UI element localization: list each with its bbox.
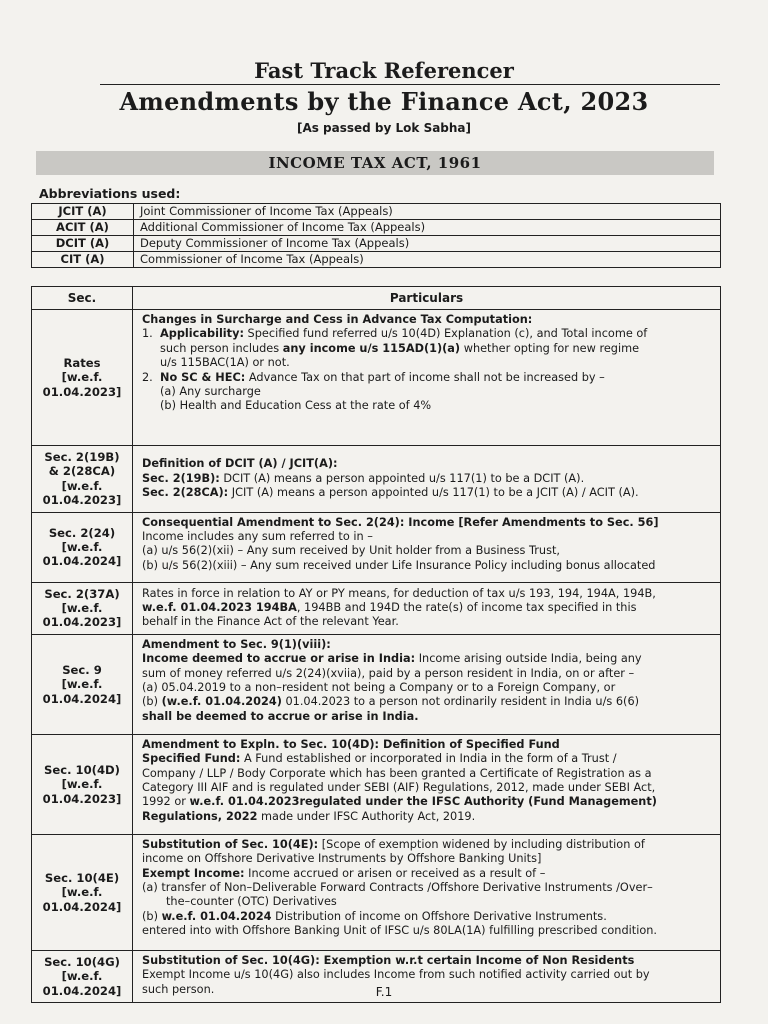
page-number: F.1 <box>375 985 393 999</box>
abbreviations-table <box>31 203 721 268</box>
act-heading: INCOME TAX ACT, 1961 <box>36 151 714 175</box>
closing-text: entered into with Offshore Banking Unit of IFSC u/s 80LA(1A) fulfilling prescribed condition. <box>142 924 657 938</box>
point-text: Advance Tax on that part of income shall not be increased by – <box>245 370 605 384</box>
section-cell <box>32 734 133 834</box>
section-wef: [w.e.f. <box>61 777 103 792</box>
point-number: 1. <box>142 327 153 341</box>
body-text-part: , 194BB and 194D the rate(s) of income tax specified in this <box>296 601 637 615</box>
sub-point-text: u/s 56(2)(xiii) – Any sum received under Life Insurance Policy including bonus allocated <box>161 558 656 572</box>
row-heading: Amendment to Expln. to Sec. 10(4D): Definition of Specified Fund <box>142 737 560 751</box>
sub-point-label: (b) <box>160 399 176 413</box>
particulars-cell <box>133 512 721 582</box>
section-wef: [w.e.f. <box>61 370 103 385</box>
section-date: 01.04.2023] <box>42 615 122 630</box>
sub-point <box>142 544 714 558</box>
section-label: Sec. 10(4E) <box>44 870 120 885</box>
sub-point-label: (a) <box>142 681 158 695</box>
definition-text: DCIT (A) means a person appointed u/s 117(1) to be a DCIT (A). <box>219 471 585 485</box>
section-wef: [w.e.f. <box>61 969 103 984</box>
body-label: Income deemed to accrue or arise in India: <box>142 652 416 666</box>
abbreviations-heading: Abbreviations used: <box>39 186 181 201</box>
row-heading: Amendment to Sec. 9(1)(viii): <box>142 637 331 651</box>
table-row <box>32 310 721 446</box>
abbreviation-meaning: Commissioner of Income Tax (Appeals) <box>134 252 721 268</box>
sub-point-label: (b) <box>142 909 158 923</box>
body-text <box>142 867 714 881</box>
body-text <box>142 752 714 766</box>
abbreviation-code: JCIT (A) <box>32 204 134 220</box>
section-date: 01.04.2024] <box>42 983 122 998</box>
particulars-cell <box>133 446 721 513</box>
table-header-row <box>32 287 721 310</box>
body-text: sum of money referred u/s 2(24)(xviia), paid by a person resident in India, on or after – <box>142 666 635 680</box>
body-text <box>142 652 714 666</box>
section-date: 01.04.2024] <box>42 899 122 914</box>
sub-point-text: u/s 56(2)(xii) – Any sum received by Unit holder from a Business Trust, <box>161 544 560 558</box>
point-label: No SC & HEC: <box>160 370 246 384</box>
table-row <box>32 446 721 513</box>
section-cell <box>32 512 133 582</box>
section-label: Sec. 2(19B) <box>44 450 120 464</box>
abbreviation-meaning: Deputy Commissioner of Income Tax (Appeals) <box>134 236 721 252</box>
point-continuation: u/s 115BAC(1A) or not. <box>160 356 290 370</box>
heading-label: Substitution of Sec. 10(4E): <box>142 837 319 851</box>
amendments-table <box>31 286 721 1003</box>
body-text-part: made under IFSC Authority Act, 2019. <box>257 809 476 823</box>
section-cell <box>32 582 133 634</box>
section-label: Rates <box>63 355 101 370</box>
body-text: Company / LLP / Body Corporate which has been granted a Certificate of Registration as a <box>142 766 652 780</box>
particulars-cell <box>133 582 721 634</box>
abbreviation-row <box>32 204 721 220</box>
sub-point <box>142 385 714 399</box>
body-label: Exempt Income: <box>142 866 245 880</box>
body-text-part: Income arising outside India, being any <box>415 652 642 666</box>
body-text: such person. <box>142 982 215 996</box>
point-emphasis: any income u/s 115AD(1)(a) <box>282 341 461 355</box>
abbreviation-meaning: Additional Commissioner of Income Tax (Appeals) <box>134 220 721 236</box>
section-label: Sec. 10(4D) <box>44 762 120 777</box>
section-date: 01.04.2024] <box>42 691 122 706</box>
body-emphasis: w.e.f. 01.04.2023regulated under the IFSC Authority (Fund Management) <box>189 795 657 809</box>
sub-point-text: 05.04.2019 to a non–resident not being a Company or to a Foreign Company, or <box>161 681 616 695</box>
body-label: Specified Fund: <box>142 752 241 766</box>
section-wef: [w.e.f. <box>61 539 103 554</box>
abbreviation-meaning: Joint Commissioner of Income Tax (Appeals) <box>134 204 721 220</box>
sub-point <box>142 399 714 413</box>
heading-text: income on Offshore Derivative Instruments by Offshore Banking Units] <box>142 852 542 866</box>
sub-point-label: (a) <box>142 544 158 558</box>
body-text-part: Income accrued or arisen or received as a result of – <box>244 866 546 880</box>
row-heading: Substitution of Sec. 10(4G): Exemption w.r.t certain Income of Non Residents <box>142 953 635 967</box>
body-text <box>142 810 714 824</box>
section-wef: [w.e.f. <box>61 677 103 692</box>
sub-point-label: (a) <box>142 881 158 895</box>
section-date: 01.04.2024] <box>42 554 122 569</box>
table-row <box>32 634 721 734</box>
sub-point <box>142 910 714 924</box>
section-wef: [w.e.f. <box>61 478 103 493</box>
section-label: & 2(28CA) <box>48 464 116 479</box>
sub-point-text: Health and Education Cess at the rate of 4% <box>179 399 432 413</box>
page-subtitle: [As passed by Lok Sabha] <box>296 121 472 135</box>
sub-point-text: Distribution of income on Offshore Derivative Instruments. <box>271 909 607 923</box>
sub-point-label: (b) <box>142 695 158 709</box>
section-date: 01.04.2023] <box>42 384 122 399</box>
point-number: 2. <box>142 370 153 384</box>
row-heading <box>142 838 714 852</box>
body-text <box>142 601 714 615</box>
section-label: Sec. 9 <box>62 662 102 677</box>
body-text-part: A Fund established or incorporated in India in the form of a Trust / <box>240 752 617 766</box>
particulars-cell <box>133 834 721 950</box>
table-row <box>32 834 721 950</box>
definition-text: JCIT (A) means a person appointed u/s 117(1) to be a JCIT (A) / ACIT (A). <box>228 486 639 500</box>
section-cell <box>32 834 133 950</box>
point-label: Applicability: <box>160 327 244 341</box>
sub-point-label: (b) <box>142 558 158 572</box>
table-row <box>32 512 721 582</box>
sub-point-emphasis: w.e.f. 01.04.2024 <box>161 909 272 923</box>
section-cell <box>32 634 133 734</box>
book-brand: Fast Track Referencer <box>254 58 514 83</box>
abbreviation-code: ACIT (A) <box>32 220 134 236</box>
sub-point-text: 01.04.2023 to a person not ordinarily resident in India u/s 6(6) <box>281 695 640 709</box>
page-title: Amendments by the Finance Act, 2023 <box>119 87 649 116</box>
section-cell <box>32 310 133 446</box>
abbreviation-code: DCIT (A) <box>32 236 134 252</box>
section-label: Sec. 2(24) <box>48 525 116 540</box>
body-emphasis: Regulations, 2022 <box>142 809 258 823</box>
closing-text: shall be deemed to accrue or arise in India. <box>142 709 419 723</box>
abbreviation-row <box>32 252 721 268</box>
row-heading: Consequential Amendment to Sec. 2(24): Income [Refer Amendments to Sec. 56] <box>142 515 659 529</box>
section-date: 01.04.2023] <box>42 791 122 806</box>
numbered-point <box>142 371 714 385</box>
sub-point <box>142 681 714 695</box>
table-row <box>32 734 721 834</box>
abbreviation-row <box>32 236 721 252</box>
definition-line <box>142 486 714 500</box>
title-divider <box>100 84 720 85</box>
definition-label: Sec. 2(19B): <box>142 471 220 485</box>
sub-point-text: transfer of Non–Deliverable Forward Contracts /Offshore Derivative Instruments /Over– <box>161 881 653 895</box>
sub-point-continuation: the–counter (OTC) Derivatives <box>166 895 337 909</box>
abbreviation-code: CIT (A) <box>32 252 134 268</box>
body-text: Category III AIF and is regulated under SEBI (AIF) Regulations, 2012, made under SEBI Act, <box>142 781 656 795</box>
body-text <box>142 795 714 809</box>
abbreviation-row <box>32 220 721 236</box>
body-text: behalf in the Finance Act of the relevant Year. <box>142 615 399 629</box>
body-text-part: 1992 or <box>142 795 190 809</box>
particulars-cell <box>133 310 721 446</box>
body-text: Rates in force in relation to AY or PY means, for deduction of tax u/s 193, 194, 194A, 194B, <box>142 586 656 600</box>
point-continuation <box>142 342 714 356</box>
particulars-cell <box>133 734 721 834</box>
sub-point <box>142 559 714 573</box>
body-emphasis: w.e.f. 01.04.2023 194BA <box>142 601 297 615</box>
row-heading: Changes in Surcharge and Cess in Advance Tax Computation: <box>142 313 533 326</box>
point-text: such person includes <box>160 341 283 355</box>
section-wef: [w.e.f. <box>61 601 103 616</box>
sub-point-emphasis: (w.e.f. 01.04.2024) <box>161 695 282 709</box>
section-cell <box>32 446 133 513</box>
body-text: Exempt Income u/s 10(4G) also includes Income from such notified activity carried out by <box>142 968 650 982</box>
numbered-point <box>142 327 714 341</box>
column-header-particulars: Particulars <box>133 287 721 310</box>
sub-point <box>142 881 714 895</box>
particulars-cell <box>133 634 721 734</box>
row-heading: Definition of DCIT (A) / JCIT(A): <box>142 457 338 471</box>
sub-point-text: Any surcharge <box>179 385 261 399</box>
heading-text: [Scope of exemption widened by including distribution of <box>318 837 645 851</box>
sub-point <box>142 695 714 709</box>
section-wef: [w.e.f. <box>61 885 103 900</box>
section-label: Sec. 10(4G) <box>44 954 120 969</box>
point-text: Specified fund referred u/s 10(4D) Explanation (c), and Total income of <box>243 327 648 341</box>
row-intro: Income includes any sum referred to in – <box>142 530 373 544</box>
definition-line <box>142 472 714 486</box>
sub-point-label: (a) <box>160 385 176 399</box>
section-date: 01.04.2023] <box>42 493 122 508</box>
table-row <box>32 582 721 634</box>
section-label: Sec. 2(37A) <box>44 586 120 601</box>
column-header-sec: Sec. <box>32 287 133 310</box>
definition-label: Sec. 2(28CA): <box>142 486 229 500</box>
point-text: whether opting for new regime <box>460 341 640 355</box>
